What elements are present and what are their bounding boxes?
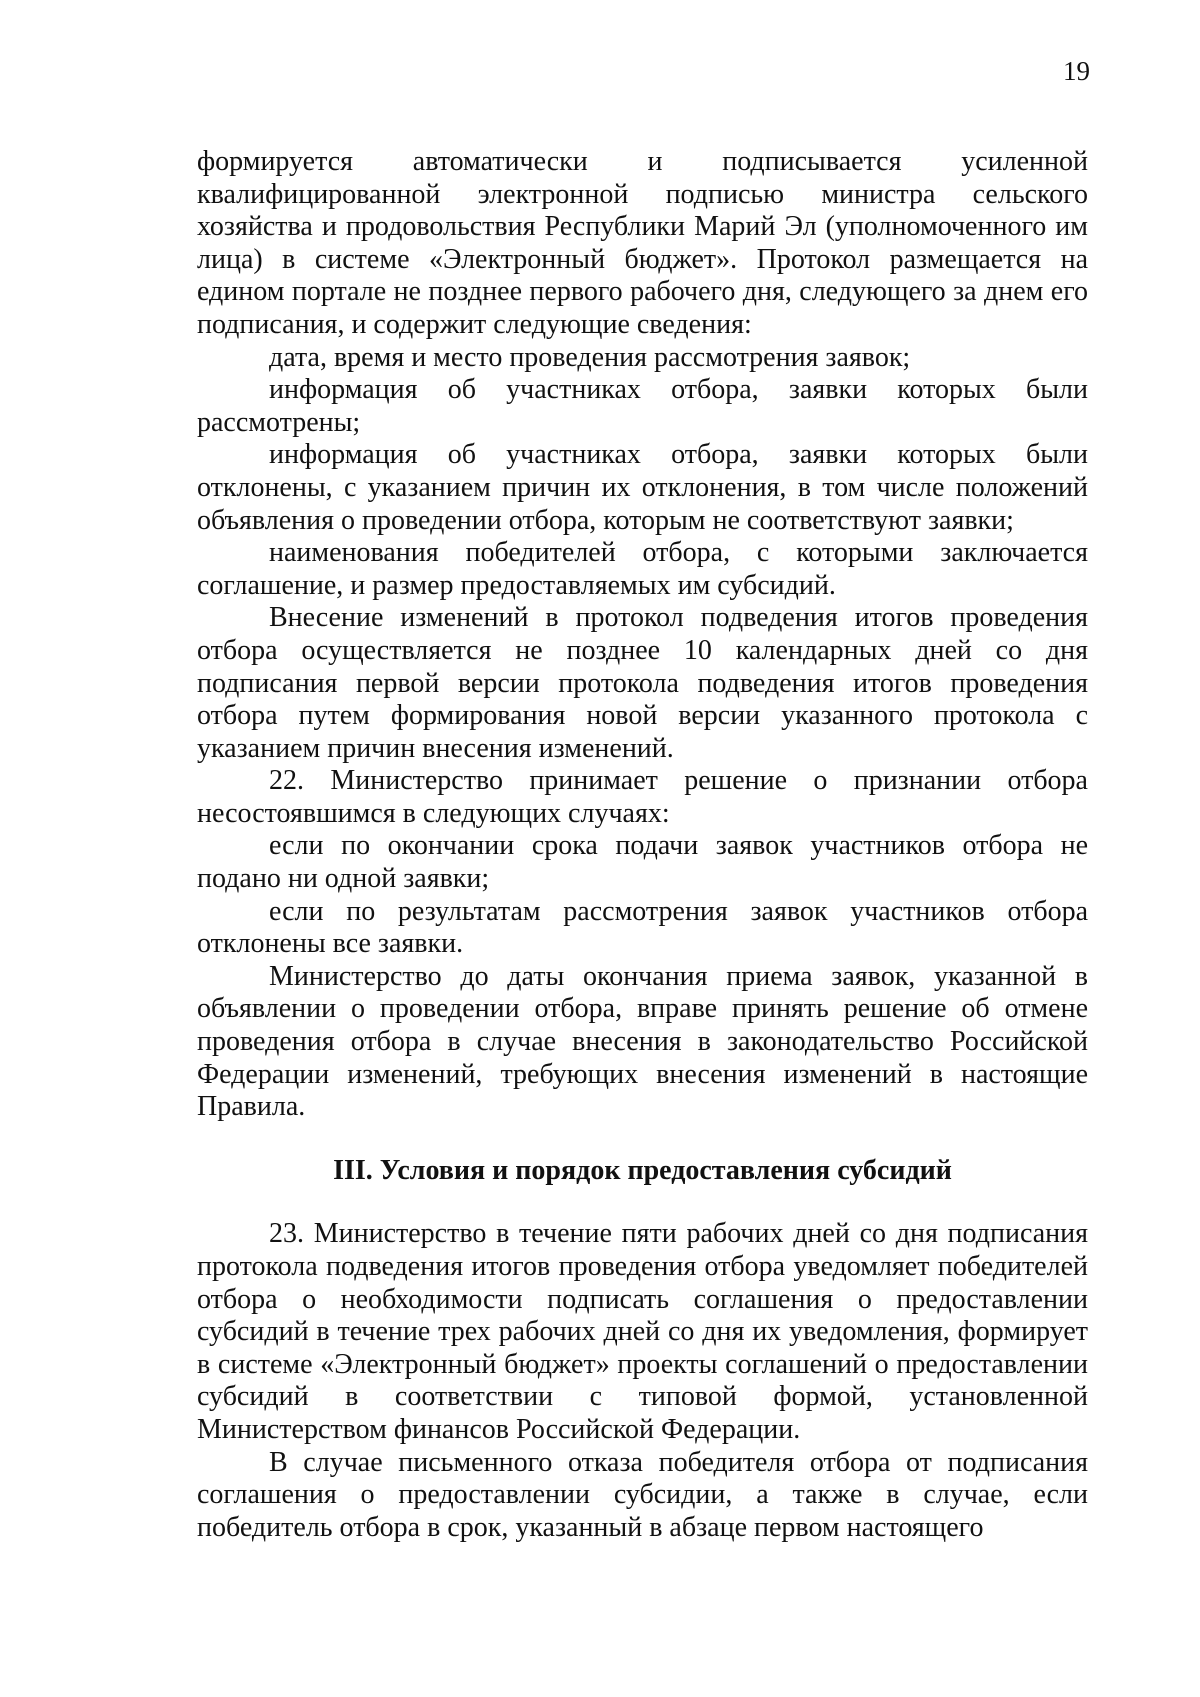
paragraph-all-rejected: если по результатам рассмотрения заявок участников отбора отклонены все заявки. (197, 895, 1088, 960)
paragraph-item-23: 23. Министерство в течение пяти рабочих дней со дня подписания протокола подведения итогов проведения отбора уведомляет победителей отбора о необходимости подписать соглашения о предоставлении субсидий в течение трех рабочих дней со дня их уведомления, формирует в системе «Электронный бюджет» проекты соглашений о предоставлении субсидий в соответствии с типовой формой, установленной Министерством финансов Российской Федерации. (197, 1218, 1088, 1445)
section-heading: III. Условия и порядок предоставления субсидий (333, 1154, 952, 1186)
paragraph-rejected-participants: информация об участниках отбора, заявки которых были отклонены, с указанием причин их отклонения, в том числе положений объявления о проведении отбора, которым не соответствуют заявки; (197, 439, 1088, 536)
paragraph-no-applications: если по окончании срока подачи заявок участников отбора не подано ни одной заявки; (197, 830, 1088, 895)
document-body (197, 146, 1088, 1544)
paragraph-item-22: 22. Министерство принимает решение о признании отбора несостоявшимся в следующих случаях: (197, 765, 1088, 829)
paragraph-cancellation: Министерство до даты окончания приема заявок, указанной в объявлении о проведении отбора, вправе принять решение об отмене проведения отбора в случае внесения в законодательство Российской Федерации изменений, требующих внесения изменений в настоящие Правила. (197, 960, 1088, 1123)
paragraph-reviewed-participants: информация об участниках отбора, заявки которых были рассмотрены; (197, 374, 1088, 438)
page-number: 19 (1063, 56, 1090, 86)
paragraph-winners: наименования победителей отбора, с которыми заключается соглашение, и размер предоставляемых им субсидий. (197, 537, 1088, 601)
paragraph-date-time-place: дата, время и место проведения рассмотрения заявок; (269, 341, 911, 373)
paragraph-protocol-continuation: формируется автоматически и подписывается усиленной квалифицированной электронной подписью министра сельского хозяйства и продовольствия Республики Марий Эл (уполномоченного им лица) в системе «Электронный бюджет». Протокол размещается на едином портале не позднее первого рабочего дня, следующего за днем его подписания, и содержит следующие сведения: (197, 146, 1088, 340)
paragraph-protocol-changes: Внесение изменений в протокол подведения итогов проведения отбора осуществляется не позднее 10 календарных дней со дня подписания первой версии протокола подведения итогов проведения отбора путем формирования новой версии указанного протокола с указанием причин внесения изменений. (197, 602, 1088, 764)
paragraph-refusal: В случае письменного отказа победителя отбора от подписания соглашения о предоставлении субсидии, а также в случае, если победитель отбора в срок, указанный в абзаце первом настоящего (197, 1446, 1088, 1543)
